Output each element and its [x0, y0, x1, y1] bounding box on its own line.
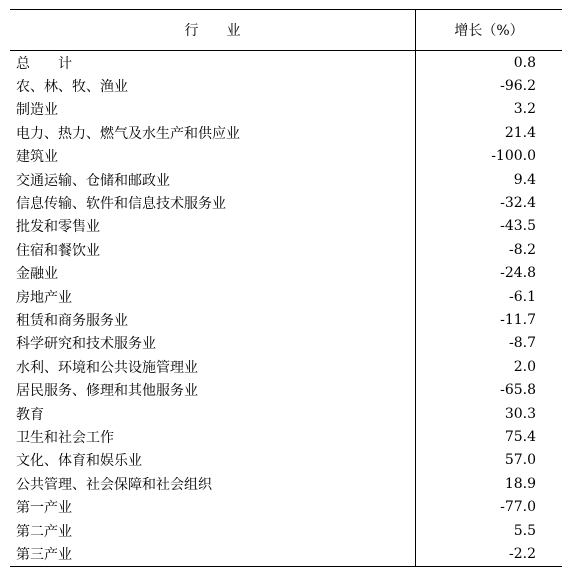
industry-name-cell: 住宿和餐饮业 [10, 238, 416, 261]
industry-name-cell: 农、林、牧、渔业 [10, 74, 416, 97]
table-row [10, 519, 562, 542]
growth-value-cell: 9.4 [513, 171, 536, 188]
industry-name-cell: 建筑业 [10, 145, 416, 168]
growth-value-cell: -8.7 [509, 335, 536, 352]
industry-name-cell: 制造业 [10, 98, 416, 121]
industry-name-cell: 第一产业 [10, 495, 416, 518]
table-body [10, 51, 562, 567]
industry-name-cell: 房地产业 [10, 285, 416, 308]
growth-value-cell: -8.2 [509, 241, 536, 258]
industry-column-header: 行 业 [10, 10, 416, 51]
growth-value-cell: 21.4 [504, 124, 536, 141]
growth-value-cell: -96.2 [500, 78, 536, 95]
growth-value-cell: -6.1 [509, 288, 536, 305]
table-row [10, 472, 562, 495]
industry-name-cell: 水利、环境和公共设施管理业 [10, 355, 416, 378]
industry-name-cell: 教育 [10, 402, 416, 425]
table-row [10, 74, 562, 97]
header-row [10, 10, 562, 51]
growth-value-cell: -24.8 [500, 265, 536, 282]
table-row [10, 191, 562, 214]
growth-value-cell: -65.8 [500, 382, 536, 399]
industry-name-cell: 金融业 [10, 262, 416, 285]
growth-value-cell: 5.5 [513, 522, 536, 539]
table-row [10, 378, 562, 401]
table-row [10, 262, 562, 285]
industry-name-cell: 租赁和商务服务业 [10, 308, 416, 331]
growth-value-cell: 57.0 [504, 452, 536, 469]
table-row [10, 402, 562, 425]
table-row [10, 355, 562, 378]
table-row [10, 449, 562, 472]
table-row [10, 145, 562, 168]
table-row [10, 168, 562, 191]
growth-value-cell: -100.0 [491, 148, 536, 165]
table-row [10, 332, 562, 355]
growth-value-cell: 3.2 [513, 101, 536, 118]
growth-value-cell: 18.9 [504, 475, 536, 492]
growth-value-cell: -43.5 [500, 218, 536, 235]
growth-value-cell: -32.4 [500, 195, 536, 212]
industry-name-cell: 第三产业 [10, 542, 416, 566]
table-row [10, 308, 562, 331]
table-row [10, 238, 562, 261]
industry-name-cell: 科学研究和技术服务业 [10, 332, 416, 355]
growth-value-cell: 30.3 [504, 405, 536, 422]
table-row [10, 495, 562, 518]
growth-value-cell: -2.2 [416, 542, 563, 566]
growth-value-cell: 0.8 [513, 54, 536, 71]
growth-column-header: 增长（%） [416, 10, 563, 51]
industry-name-cell: 交通运输、仓储和邮政业 [10, 168, 416, 191]
growth-value-cell: 75.4 [504, 428, 536, 445]
table-row [10, 121, 562, 144]
growth-value-cell: 2.0 [513, 358, 536, 375]
table-row [10, 51, 562, 75]
growth-value-cell: -77.0 [500, 499, 536, 516]
industry-name-cell: 卫生和社会工作 [10, 425, 416, 448]
industry-name-cell: 电力、热力、燃气及水生产和供应业 [10, 121, 416, 144]
growth-value-cell: -11.7 [500, 311, 536, 328]
table-row [10, 215, 562, 238]
table-row [10, 542, 562, 566]
industry-name-cell: 文化、体育和娱乐业 [10, 449, 416, 472]
industry-name-cell: 第二产业 [10, 519, 416, 542]
table-row [10, 425, 562, 448]
growth-table [10, 9, 562, 567]
industry-name-cell: 总 计 [10, 51, 416, 75]
industry-name-cell: 信息传输、软件和信息技术服务业 [10, 191, 416, 214]
table-row [10, 285, 562, 308]
industry-name-cell: 批发和零售业 [10, 215, 416, 238]
table-row [10, 98, 562, 121]
industry-name-cell: 公共管理、社会保障和社会组织 [10, 472, 416, 495]
industry-name-cell: 居民服务、修理和其他服务业 [10, 378, 416, 401]
